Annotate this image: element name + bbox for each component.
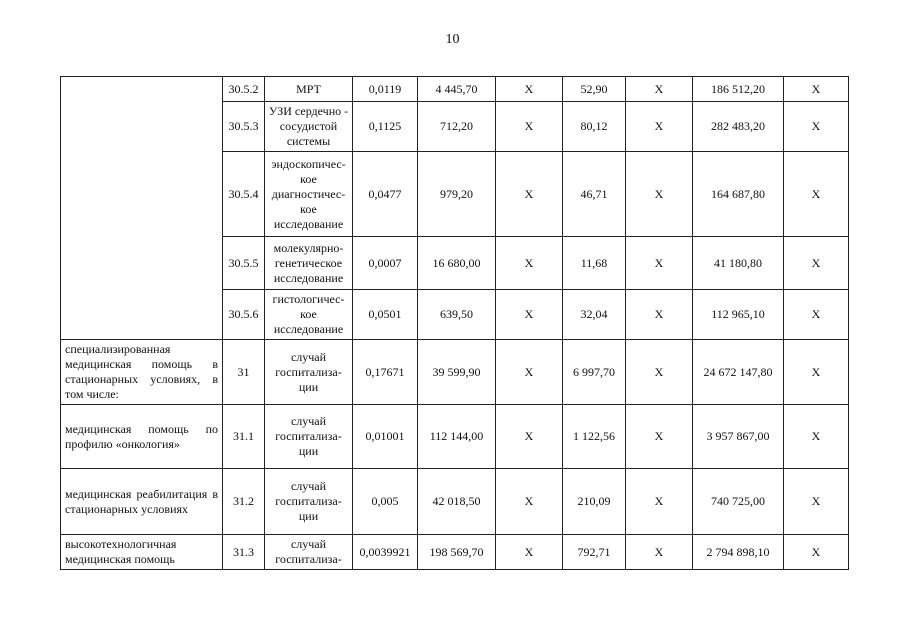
code-cell: 31 <box>223 340 265 405</box>
description-cell: медицинская реабилитация в стационарных условиях <box>61 469 223 535</box>
code-cell: 30.5.2 <box>223 77 265 102</box>
description-cell: специализированная медицинская помощь в стационарных условиях, в том числе: <box>61 340 223 405</box>
unit-cell: случай госпитализа- <box>265 535 353 570</box>
value-cell: X <box>626 405 693 469</box>
cost-cell: 198 569,70 <box>418 535 496 570</box>
description-cell: высокотехнологичная медицинская помощь <box>61 535 223 570</box>
value-cell: X <box>784 152 849 237</box>
value-cell: X <box>626 102 693 152</box>
unit-cell: эндоскопичес-кое диагностичес-кое исследование <box>265 152 353 237</box>
code-cell: 31.1 <box>223 405 265 469</box>
value-cell: X <box>496 237 563 290</box>
cost-cell: 979,20 <box>418 152 496 237</box>
empty-description-cell <box>61 77 223 340</box>
value-cell: X <box>496 340 563 405</box>
code-cell: 30.5.4 <box>223 152 265 237</box>
norm-cell: 0,0477 <box>353 152 418 237</box>
value-cell: X <box>784 340 849 405</box>
cost-cell: 4 445,70 <box>418 77 496 102</box>
unit-cell: случай госпитализа-ции <box>265 340 353 405</box>
value-cell: X <box>626 290 693 340</box>
norm-cell: 0,0007 <box>353 237 418 290</box>
value-cell: X <box>784 237 849 290</box>
value-cell: X <box>626 152 693 237</box>
value-cell: 52,90 <box>563 77 626 102</box>
cost-cell: 712,20 <box>418 102 496 152</box>
table-row <box>61 469 849 535</box>
table-row <box>61 535 849 570</box>
value-cell: 11,68 <box>563 237 626 290</box>
value-cell: 112 965,10 <box>693 290 784 340</box>
value-cell: X <box>496 405 563 469</box>
unit-cell: гистологичес-кое исследование <box>265 290 353 340</box>
table-row <box>61 77 849 102</box>
value-cell: X <box>626 535 693 570</box>
value-cell: 1 122,56 <box>563 405 626 469</box>
value-cell: X <box>626 340 693 405</box>
cost-cell: 39 599,90 <box>418 340 496 405</box>
value-cell: X <box>626 469 693 535</box>
value-cell: X <box>784 290 849 340</box>
norm-cell: 0,0119 <box>353 77 418 102</box>
unit-cell: УЗИ сердечно - сосудистой системы <box>265 102 353 152</box>
cost-cell: 16 680,00 <box>418 237 496 290</box>
value-cell: X <box>626 237 693 290</box>
value-cell: X <box>784 102 849 152</box>
code-cell: 31.2 <box>223 469 265 535</box>
cost-cell: 42 018,50 <box>418 469 496 535</box>
code-cell: 30.5.6 <box>223 290 265 340</box>
code-cell: 30.5.5 <box>223 237 265 290</box>
unit-cell: МРТ <box>265 77 353 102</box>
value-cell: 3 957 867,00 <box>693 405 784 469</box>
cost-cell: 112 144,00 <box>418 405 496 469</box>
value-cell: 2 794 898,10 <box>693 535 784 570</box>
value-cell: X <box>496 290 563 340</box>
value-cell: X <box>496 102 563 152</box>
norm-cell: 0,005 <box>353 469 418 535</box>
value-cell: 740 725,00 <box>693 469 784 535</box>
unit-cell: молекулярно-генетическое исследование <box>265 237 353 290</box>
value-cell: 792,71 <box>563 535 626 570</box>
value-cell: X <box>496 535 563 570</box>
value-cell: 282 483,20 <box>693 102 784 152</box>
value-cell: 32,04 <box>563 290 626 340</box>
norm-cell: 0,1125 <box>353 102 418 152</box>
value-cell: X <box>626 77 693 102</box>
value-cell: X <box>784 469 849 535</box>
value-cell: X <box>496 152 563 237</box>
value-cell: 41 180,80 <box>693 237 784 290</box>
value-cell: 164 687,80 <box>693 152 784 237</box>
code-cell: 30.5.3 <box>223 102 265 152</box>
norm-cell: 0,01001 <box>353 405 418 469</box>
unit-cell: случай госпитализа-ции <box>265 469 353 535</box>
value-cell: 6 997,70 <box>563 340 626 405</box>
value-cell: 46,71 <box>563 152 626 237</box>
page-number: 10 <box>445 32 460 47</box>
cost-cell: 639,50 <box>418 290 496 340</box>
norm-cell: 0,17671 <box>353 340 418 405</box>
value-cell: 210,09 <box>563 469 626 535</box>
norm-cell: 0,0501 <box>353 290 418 340</box>
table-row <box>61 340 849 405</box>
norm-cell: 0,0039921 <box>353 535 418 570</box>
value-cell: 24 672 147,80 <box>693 340 784 405</box>
description-cell: медицинская помощь по профилю «онкология» <box>61 405 223 469</box>
value-cell: X <box>784 77 849 102</box>
value-cell: X <box>784 405 849 469</box>
value-cell: X <box>496 469 563 535</box>
value-cell: 80,12 <box>563 102 626 152</box>
value-cell: 186 512,20 <box>693 77 784 102</box>
value-cell: X <box>784 535 849 570</box>
unit-cell: случай госпитализа-ции <box>265 405 353 469</box>
tariff-table <box>60 76 849 570</box>
code-cell: 31.3 <box>223 535 265 570</box>
value-cell: X <box>496 77 563 102</box>
table-row <box>61 405 849 469</box>
